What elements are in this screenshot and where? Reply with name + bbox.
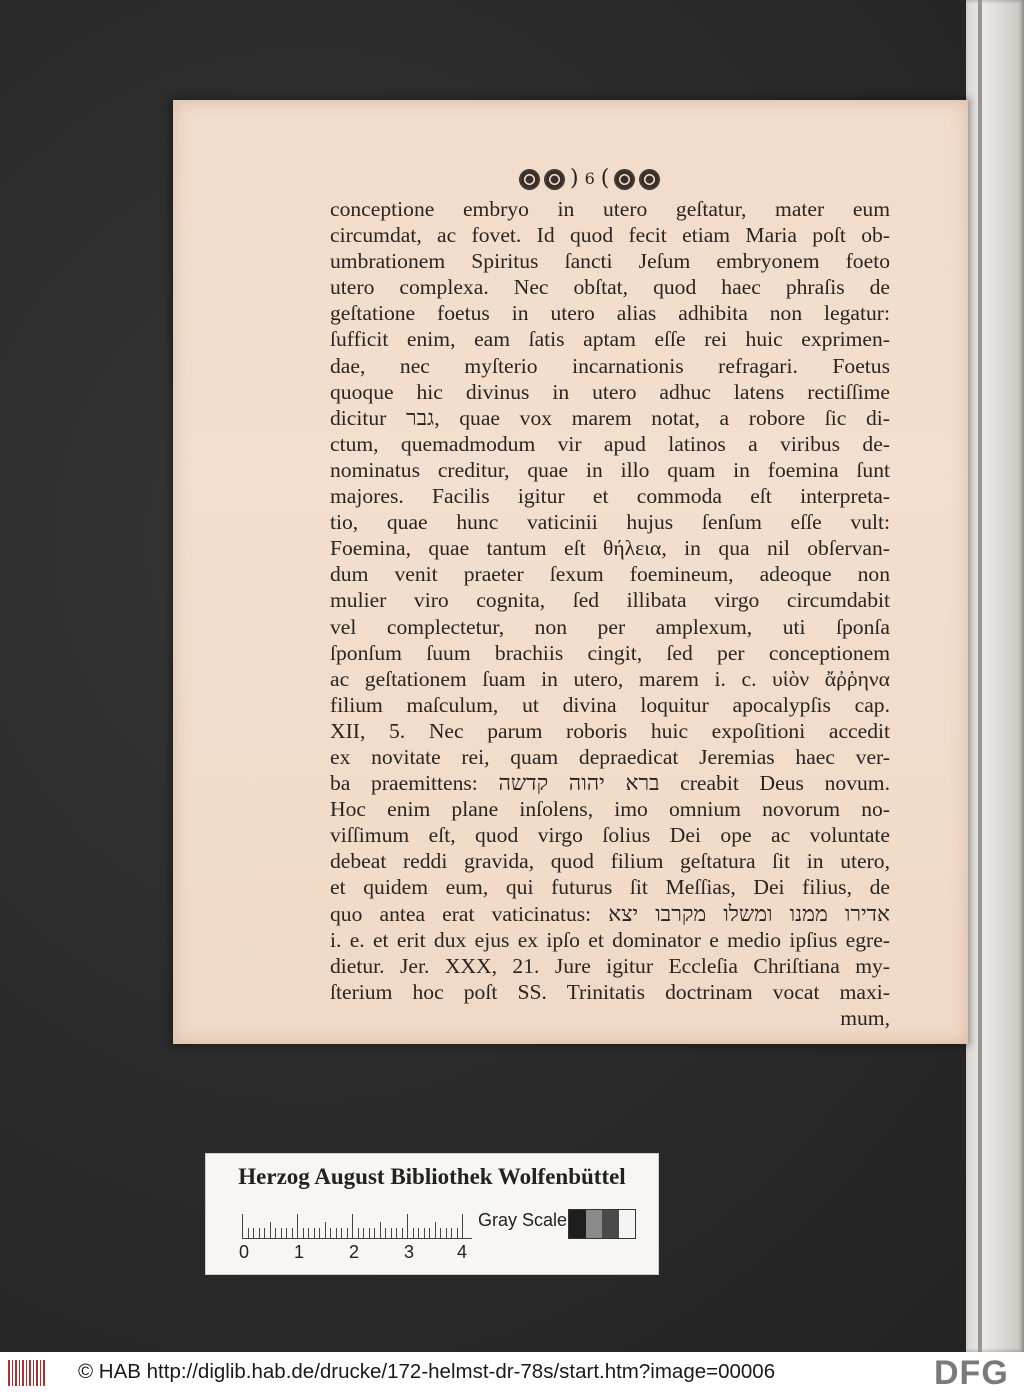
text-line: quoque hic divinus in utero adhuc latens rectiſſime <box>330 379 890 404</box>
ruler-tick <box>303 1228 304 1238</box>
text-line: viſſimum eſt, quod virgo ſolius Dei ope ac voluntate <box>330 823 890 848</box>
ruler-tick <box>248 1228 249 1238</box>
text-line: dicitur גבר, quae vox marem notat, a robore ſic di- <box>330 405 890 430</box>
ruler-tick <box>451 1228 452 1238</box>
ruler-tick <box>297 1214 298 1238</box>
ruler-tick <box>363 1228 364 1238</box>
text-line: ex novitate rei, quam depraedicat Jeremias haec ver- <box>330 744 890 769</box>
text-line: ba praemittens: ברא יהוה קדשה creabit Deus novum. <box>330 771 890 796</box>
header-paren-right: ( <box>600 166 610 191</box>
library-color-banner <box>205 1153 659 1275</box>
ruler-tick <box>314 1228 315 1238</box>
text-line: ctum, quemadmodum vir apud latinos a viribus de- <box>330 431 890 456</box>
ruler-number: 4 <box>456 1242 467 1262</box>
ruler-tick <box>446 1228 447 1238</box>
source-url[interactable]: © HAB http://diglib.hab.de/drucke/172-helmst-dr-78s/start.htm?image=00006 <box>78 1360 776 1383</box>
text-line: Foemina, quae tantum eſt θήλεια, in qua nil obſervan- <box>330 536 890 561</box>
ruler-tick <box>413 1228 414 1238</box>
ruler-tick <box>275 1228 276 1238</box>
ruler-tick <box>253 1228 254 1238</box>
scale-ruler <box>242 1212 472 1239</box>
text-line: debeat reddi gravida, quod filium geſtatura ſit in utero, <box>330 849 890 874</box>
gray-swatch <box>586 1210 603 1238</box>
ornament-icon <box>640 170 659 189</box>
body-text <box>330 196 890 1031</box>
viewer-footer <box>0 1352 1024 1394</box>
ruler-tick <box>259 1228 260 1238</box>
ruler-tick <box>440 1228 441 1238</box>
text-line: circumdat, ac fovet. Id quod fecit etiam Maria poſt ob- <box>330 223 890 248</box>
ruler-tick <box>418 1228 419 1238</box>
ruler-tick <box>325 1222 326 1238</box>
text-line: utero complexa. Nec obſtat, quod haec phraſis de <box>330 275 890 300</box>
ruler-tick <box>286 1228 287 1238</box>
ornament-icon <box>545 170 564 189</box>
text-line: dae, nec myſterio incarnationis refragari. Foetus <box>330 353 890 378</box>
text-line: geſtatione foetus in utero alias adhibita non legatur: <box>330 301 890 326</box>
ruler-tick <box>396 1228 397 1238</box>
ruler-tick <box>407 1214 408 1238</box>
text-line: filium maſculum, ut divina loquitur apocalypſis cap. <box>330 692 890 717</box>
glass-plate-edge <box>978 0 982 1352</box>
text-line: XII, 5. Nec parum roboris huic expoſitioni accedit <box>330 718 890 743</box>
ruler-tick <box>330 1228 331 1238</box>
ruler-number: 1 <box>293 1242 304 1262</box>
ruler-tick <box>391 1228 392 1238</box>
ruler-tick <box>352 1214 353 1238</box>
ruler-tick <box>429 1228 430 1238</box>
text-line: ac geſtationem ſuam in utero, marem i. c. υἱὸν ἄῤῥηνα <box>330 666 890 691</box>
ruler-tick <box>270 1222 271 1238</box>
text-line: tio, quae hunc vaticinii hujus ſenſum eſſe vult: <box>330 510 890 535</box>
ruler-number: 2 <box>348 1242 359 1262</box>
text-line: ſterium hoc poſt SS. Trinitatis doctrinam vocat maxi- <box>330 979 890 1004</box>
text-line: quo antea erat vaticinatus: אדירו ממנו ומשלו מקרבו יצא <box>330 901 890 926</box>
ruler-tick <box>385 1228 386 1238</box>
ruler-tick <box>457 1228 458 1238</box>
gray-swatch <box>569 1210 586 1238</box>
page-header <box>520 162 700 196</box>
page-number: 6 <box>584 169 595 188</box>
text-line: ſponſum ſuum brachiis cingit, ſed per conceptionem <box>330 640 890 665</box>
text-line: ſufficit enim, eam ſatis aptam eſſe rei huic exprimen- <box>330 327 890 352</box>
gray-swatch <box>619 1210 636 1238</box>
ruler-tick <box>319 1228 320 1238</box>
text-line: umbrationem Spiritus ſancti Jeſum embryonem foeto <box>330 249 890 274</box>
gray-scale-swatches <box>568 1209 636 1239</box>
text-line: dum venit praeter ſexum foemineum, adeoque non <box>330 562 890 587</box>
text-line: dietur. Jer. XXX, 21. Jure igitur Eccleſia Chriſtiana my- <box>330 953 890 978</box>
ruler-tick <box>435 1222 436 1238</box>
ruler-tick <box>424 1228 425 1238</box>
library-name: Herzog August Bibliothek Wolfenbüttel <box>238 1164 626 1189</box>
text-line: mulier viro cognita, ſed illibata virgo circumdabit <box>330 588 890 613</box>
ruler-tick <box>374 1228 375 1238</box>
ruler-tick <box>347 1228 348 1238</box>
ruler-tick <box>336 1228 337 1238</box>
ruler-tick <box>292 1228 293 1238</box>
ruler-tick <box>369 1228 370 1238</box>
text-line: et quidem eum, qui futurus ſit Meſſias, Dei filius, de <box>330 875 890 900</box>
ruler-tick <box>242 1214 243 1238</box>
barcode-icon <box>8 1360 46 1386</box>
text-line: i. e. et erit dux ejus ex ipſo et dominator e medio ipſius egre- <box>330 927 890 952</box>
gray-scale-label: Gray Scale <box>478 1210 568 1230</box>
catchword: mum, <box>840 1005 890 1030</box>
text-line: nominatus creditur, quae in illo quam in foemina ſunt <box>330 457 890 482</box>
gray-swatch <box>602 1210 619 1238</box>
ruler-number: 0 <box>238 1242 249 1262</box>
dfg-logo: DFG <box>934 1354 1009 1392</box>
ruler-tick <box>402 1228 403 1238</box>
ruler-tick <box>462 1214 463 1238</box>
ruler-tick <box>341 1228 342 1238</box>
glass-plate <box>966 0 1024 1352</box>
text-line: vel complectetur, non per amplexum, uti ſponſa <box>330 614 890 639</box>
text-line: majores. Facilis igitur et commoda eſt interpreta- <box>330 484 890 509</box>
text-line: conceptione embryo in utero geſtatur, mater eum <box>330 197 890 221</box>
ruler-tick <box>380 1222 381 1238</box>
ruler-number: 3 <box>403 1242 414 1262</box>
ruler-tick <box>281 1228 282 1238</box>
text-line: Hoc enim plane inſolens, imo omnium novorum no- <box>330 797 890 822</box>
ornament-icon <box>520 170 539 189</box>
ruler-tick <box>358 1228 359 1238</box>
ornament-icon <box>615 170 634 189</box>
ruler-tick <box>308 1228 309 1238</box>
ruler-tick <box>264 1228 265 1238</box>
header-paren-left: ) <box>570 166 579 191</box>
